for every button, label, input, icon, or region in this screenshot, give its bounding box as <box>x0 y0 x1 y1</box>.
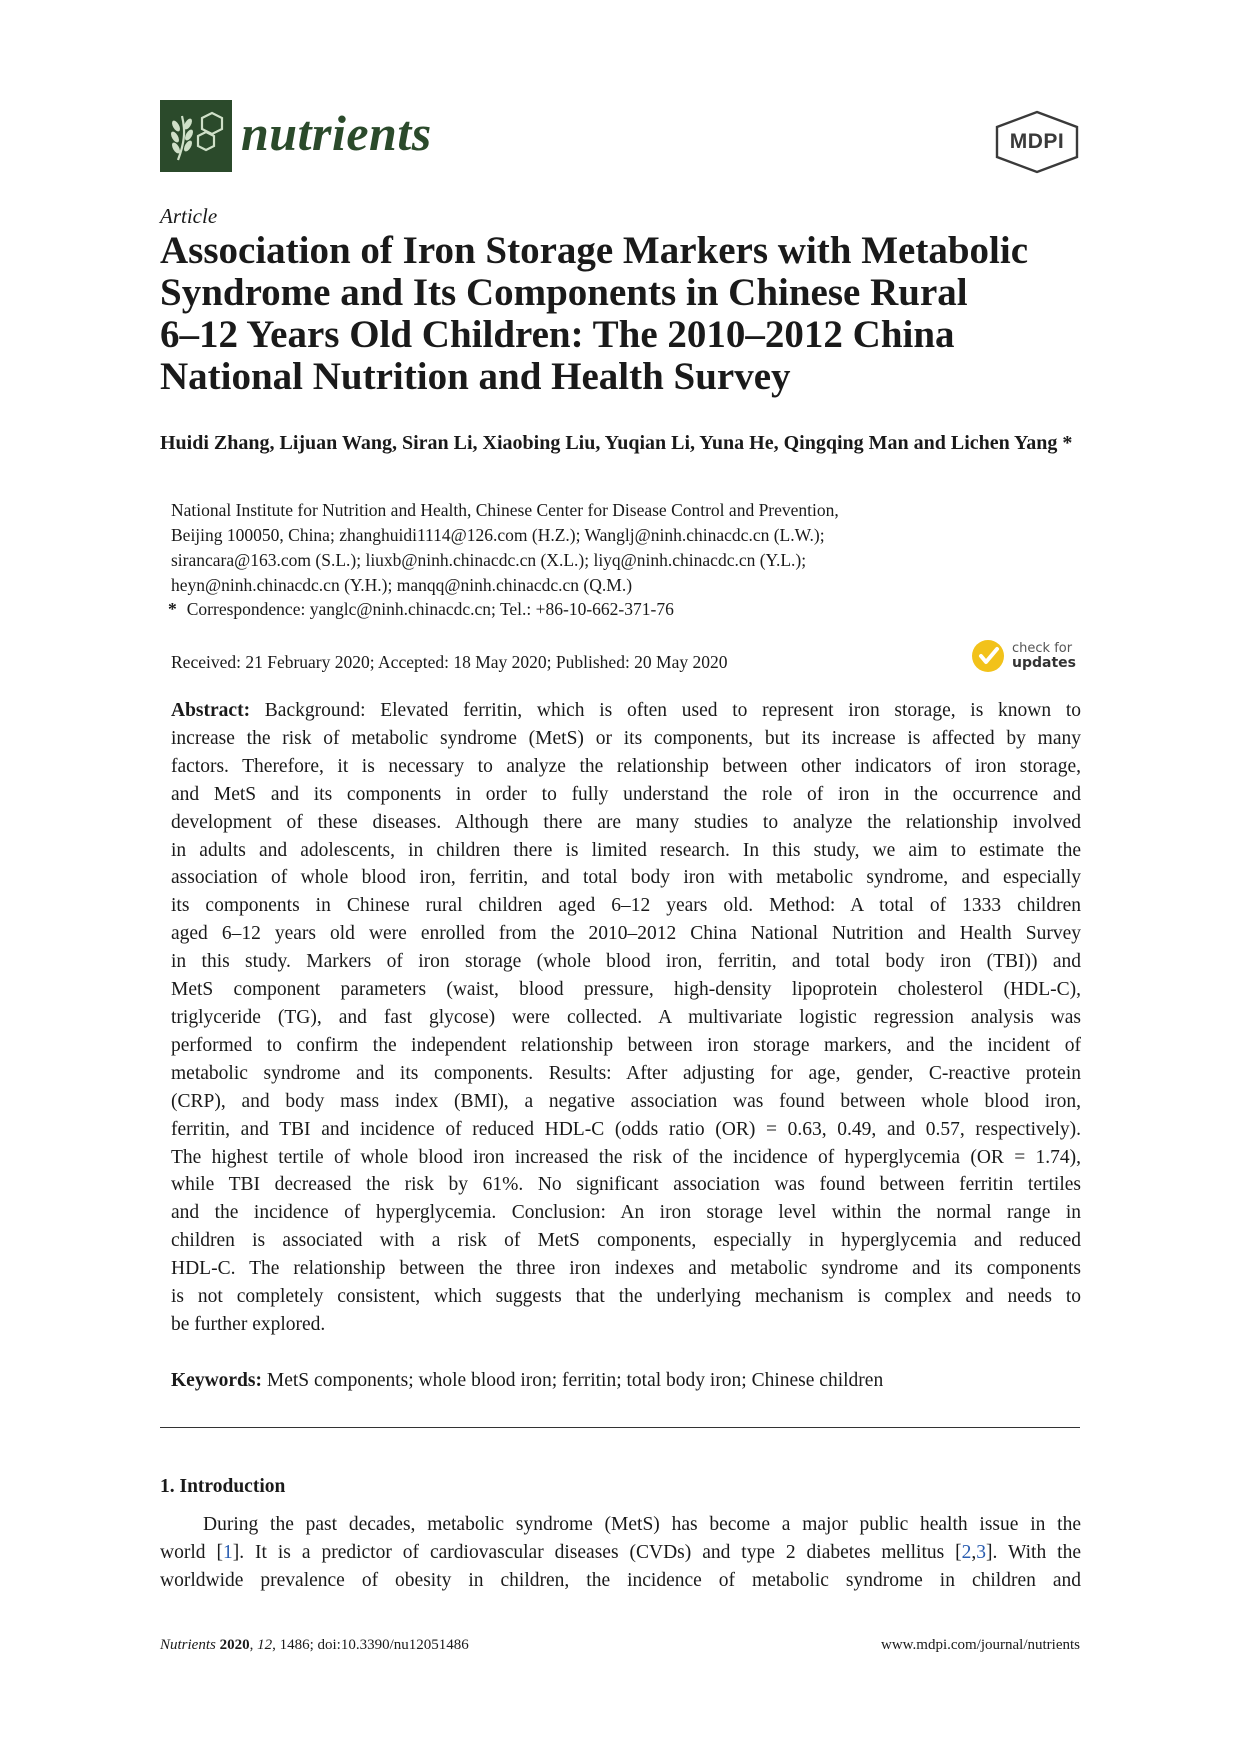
correspondence <box>168 599 674 620</box>
abstract-line: performed to confirm the independent relationship between iron storage markers, and the incident of <box>171 1034 1081 1056</box>
abstract-line: HDL-C. The relationship between the three iron indexes and metabolic syndrome and its components <box>171 1258 1081 1280</box>
intro-line: worldwide prevalence of obesity in children, the incidence of metabolic syndrome in children and <box>160 1570 1081 1591</box>
abstract-line: its components in Chinese rural children aged 6–12 years old. Method: A total of 1333 children <box>171 895 1081 917</box>
correspondence-text: Correspondence: yanglc@ninh.chinacdc.cn; Tel.: +86-10-662-371-76 <box>186 599 674 619</box>
wheat-molecule-icon <box>164 104 228 168</box>
correspondence-marker: * <box>168 599 177 619</box>
publication-dates: Received: 21 February 2020; Accepted: 18 May 2020; Published: 20 May 2020 <box>171 652 728 672</box>
abstract-line: and the incidence of hyperglycemia. Conclusion: An iron storage level within the normal range in <box>171 1202 1081 1224</box>
abstract-line: while TBI decreased the risk by 61%. No significant association was found between ferritin tertiles <box>171 1174 1081 1196</box>
author-list: Huidi Zhang, Lijuan Wang, Siran Li, Xiaobing Liu, Yuqian Li, Yuna He, Qingqing Man and Lichen Yang * <box>160 432 1073 454</box>
abstract <box>171 697 1081 1339</box>
abstract-line: The highest tertile of whole blood iron increased the risk of the incidence of hyperglycemia (OR = 1.74), <box>171 1146 1081 1168</box>
check-updates-line1: check for <box>1012 641 1073 656</box>
check-updates-icon <box>970 638 1006 674</box>
title-line: Syndrome and Its Components in Chinese Rural <box>160 271 968 314</box>
check-for-updates-badge[interactable] <box>970 636 1082 676</box>
abstract-line: be further explored. <box>171 1313 326 1335</box>
footer-journal: Nutrients <box>160 1637 216 1653</box>
journal-name: nutrients <box>241 105 432 161</box>
affiliation-line: heyn@ninh.chinacdc.cn (Y.H.); manqq@ninh.chinacdc.cn (Q.M.) <box>171 575 633 595</box>
intro-line: world [1]. It is a predictor of cardiovascular diseases (CVDs) and type 2 diabetes mellitus [2,3]. With the <box>160 1542 1081 1563</box>
abstract-line: association of whole blood iron, ferritin, and total body iron with metabolic syndrome, and especially <box>171 867 1081 889</box>
abstract-line: and MetS and its components in order to fully understand the role of iron in the occurrence and <box>171 783 1081 805</box>
abstract-line: triglyceride (TG), and fast glycose) were collected. A multivariate logistic regression analysis was <box>171 1006 1081 1028</box>
footer-doi: , 1486; doi:10.3390/nu12051486 <box>272 1637 469 1653</box>
mdpi-logo-text: MDPI <box>1009 130 1065 153</box>
abstract-line: MetS component parameters (waist, blood pressure, high-density lipoprotein cholesterol (HDL-C), <box>171 979 1081 1001</box>
abstract-line: development of these diseases. Although there are many studies to analyze the relationship involved <box>171 811 1081 833</box>
citation-link[interactable]: 1 <box>222 1542 233 1563</box>
article-type: Article <box>160 204 218 228</box>
keywords-label: Keywords: <box>171 1370 262 1391</box>
abstract-label: Abstract: <box>171 700 251 721</box>
section-heading: 1. Introduction <box>160 1476 286 1497</box>
title-line: Association of Iron Storage Markers with Metabolic <box>160 229 1028 272</box>
keywords <box>171 1370 883 1392</box>
affiliation-line: Beijing 100050, China; zhanghuidi1114@126.com (H.Z.); Wanglj@ninh.chinacdc.cn (L.W.); <box>171 525 825 545</box>
footer-volume: 12 <box>257 1637 273 1653</box>
title-line: National Nutrition and Health Survey <box>160 355 791 398</box>
affiliation <box>171 498 1091 598</box>
abstract-line: (CRP), and body mass index (BMI), a negative association was found between whole blood iron, <box>171 1090 1081 1112</box>
keywords-text: MetS components; whole blood iron; ferritin; total body iron; Chinese children <box>266 1370 884 1391</box>
abstract-line: is not completely consistent, which suggests that the underlying mechanism is complex and needs to <box>171 1286 1081 1308</box>
introduction-text <box>160 1511 1081 1595</box>
publisher-logo <box>994 110 1080 174</box>
footer-citation: Nutrients 2020, 12, 1486; doi:10.3390/nu12051486 <box>160 1637 469 1653</box>
check-updates-line2: updates <box>1012 655 1076 671</box>
section-divider <box>160 1427 1080 1428</box>
title-line: 6–12 Years Old Children: The 2010–2012 China <box>160 313 955 356</box>
abstract-line: increase the risk of metabolic syndrome (MetS) or its components, but its increase is affected by many <box>171 727 1081 749</box>
abstract-line: aged 6–12 years old were enrolled from the 2010–2012 China National Nutrition and Health Survey <box>171 923 1081 945</box>
abstract-line: factors. Therefore, it is necessary to analyze the relationship between other indicators of iron storage, <box>171 755 1081 777</box>
journal-logo <box>160 100 232 172</box>
footer-url[interactable]: www.mdpi.com/journal/nutrients <box>881 1637 1080 1653</box>
citation-link[interactable]: 3 <box>976 1542 987 1563</box>
citation-link[interactable]: 2 <box>961 1542 972 1563</box>
abstract-line: in adults and adolescents, in children there is limited research. In this study, we aim to estimate the <box>171 839 1081 861</box>
intro-line: During the past decades, metabolic syndrome (MetS) has become a major public health issue in the <box>203 1514 1081 1535</box>
footer-year: 2020 <box>219 1637 250 1653</box>
abstract-line: children is associated with a risk of MetS components, especially in hyperglycemia and reduced <box>171 1230 1081 1252</box>
abstract-line: metabolic syndrome and its components. Results: After adjusting for age, gender, C-reactive protein <box>171 1062 1081 1084</box>
article-title <box>160 230 1090 398</box>
abstract-line: in this study. Markers of iron storage (whole blood iron, ferritin, and total body iron (TBI)) and <box>171 951 1081 973</box>
affiliation-line: National Institute for Nutrition and Health, Chinese Center for Disease Control and Prevention, <box>171 500 839 520</box>
abstract-line: Abstract: Background: Elevated ferritin, which is often used to represent iron storage, is known to <box>171 700 1082 721</box>
abstract-line: ferritin, and TBI and incidence of reduced HDL-C (odds ratio (OR) = 0.63, 0.49, and 0.57, respectively). <box>171 1118 1081 1140</box>
affiliation-line: sirancara@163.com (S.L.); liuxb@ninh.chinacdc.cn (X.L.); liyq@ninh.chinacdc.cn (Y.L.); <box>171 550 807 570</box>
